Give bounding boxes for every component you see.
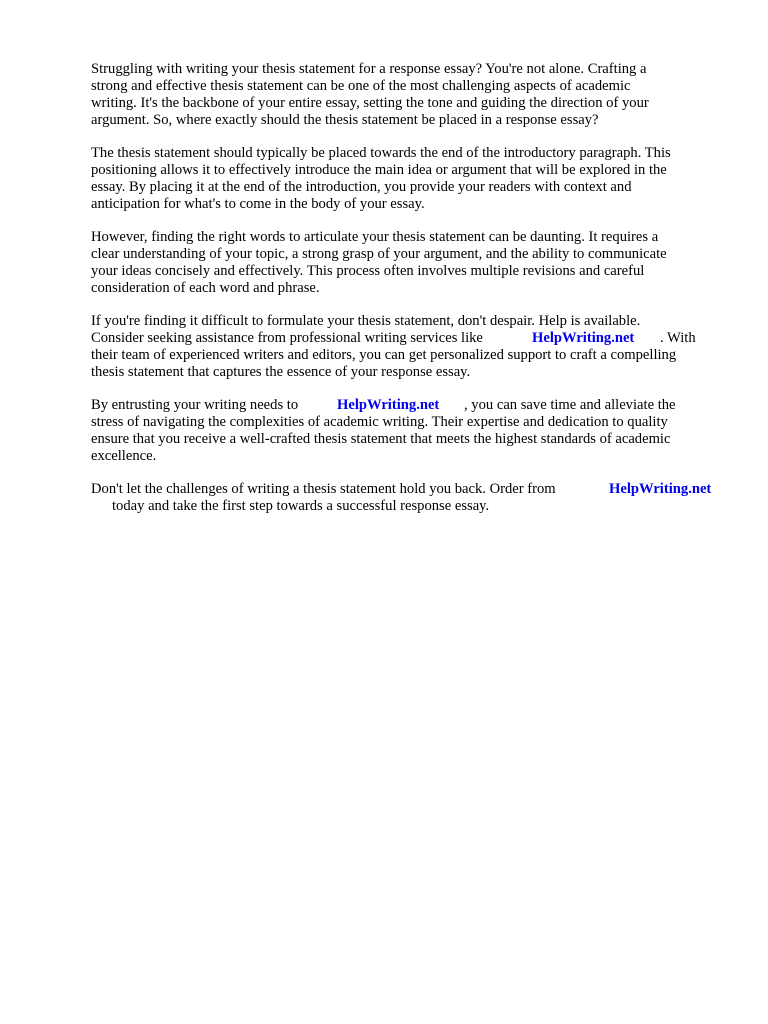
paragraph-4-line-4: thesis statement that captures the essence of your response essay.	[91, 364, 471, 380]
paragraph-5-line-1-tail: , you can save time and alleviate the	[464, 397, 676, 413]
paragraph-3-line-2: clear understanding of your topic, a strong grasp of your argument, and the ability to communicate	[91, 246, 667, 262]
paragraph-1-line-2: strong and effective thesis statement can be one of the most challenging aspects of academic	[91, 78, 631, 94]
helpwriting-link-1[interactable]: HelpWriting.net	[532, 330, 635, 346]
helpwriting-link-2[interactable]: HelpWriting.net	[337, 397, 440, 413]
paragraph-4-line-1: If you're finding it difficult to formulate your thesis statement, don't despair. Help is available.	[91, 313, 641, 329]
paragraph-1-line-1: Struggling with writing your thesis statement for a response essay? You're not alone. Crafting a	[91, 61, 647, 77]
paragraph-6-line-1-text: Don't let the challenges of writing a thesis statement hold you back. Order from	[91, 481, 556, 497]
paragraph-3-line-4: consideration of each word and phrase.	[91, 280, 320, 296]
paragraph-5-line-2: stress of navigating the complexities of academic writing. Their expertise and dedication to quality	[91, 414, 668, 430]
paragraph-5-line-1-text: By entrusting your writing needs to	[91, 397, 299, 413]
paragraph-3-line-1: However, finding the right words to articulate your thesis statement can be daunting. It requires a	[91, 229, 659, 245]
paragraph-2-line-1: The thesis statement should typically be placed towards the end of the introductory paragraph. This	[91, 145, 671, 161]
paragraph-4-line-2-text: Consider seeking assistance from professional writing services like	[91, 330, 483, 346]
paragraph-4-line-2-tail: . With	[660, 330, 696, 346]
paragraph-3-line-3: your ideas concisely and effectively. This process often involves multiple revisions and careful	[91, 263, 645, 279]
paragraph-5-line-4: excellence.	[91, 448, 157, 464]
paragraph-2-line-3: essay. By placing it at the end of the introduction, you provide your readers with context and	[91, 179, 632, 195]
paragraph-6-line-2: today and take the first step towards a successful response essay.	[112, 498, 490, 514]
paragraph-4-line-3: their team of experienced writers and editors, you can get personalized support to craft a compelling	[91, 347, 677, 363]
helpwriting-link-3[interactable]: HelpWriting.net	[609, 481, 712, 497]
paragraph-5-line-3: ensure that you receive a well-crafted thesis statement that meets the highest standards of academic	[91, 431, 671, 447]
paragraph-2-line-2: positioning allows it to effectively introduce the main idea or argument that will be explored in the	[91, 162, 667, 178]
paragraph-1-line-3: writing. It's the backbone of your entire essay, setting the tone and guiding the direction of your	[91, 95, 649, 111]
paragraph-2-line-4: anticipation for what's to come in the body of your essay.	[91, 196, 425, 212]
paragraph-1-line-4: argument. So, where exactly should the thesis statement be placed in a response essay?	[91, 112, 599, 128]
